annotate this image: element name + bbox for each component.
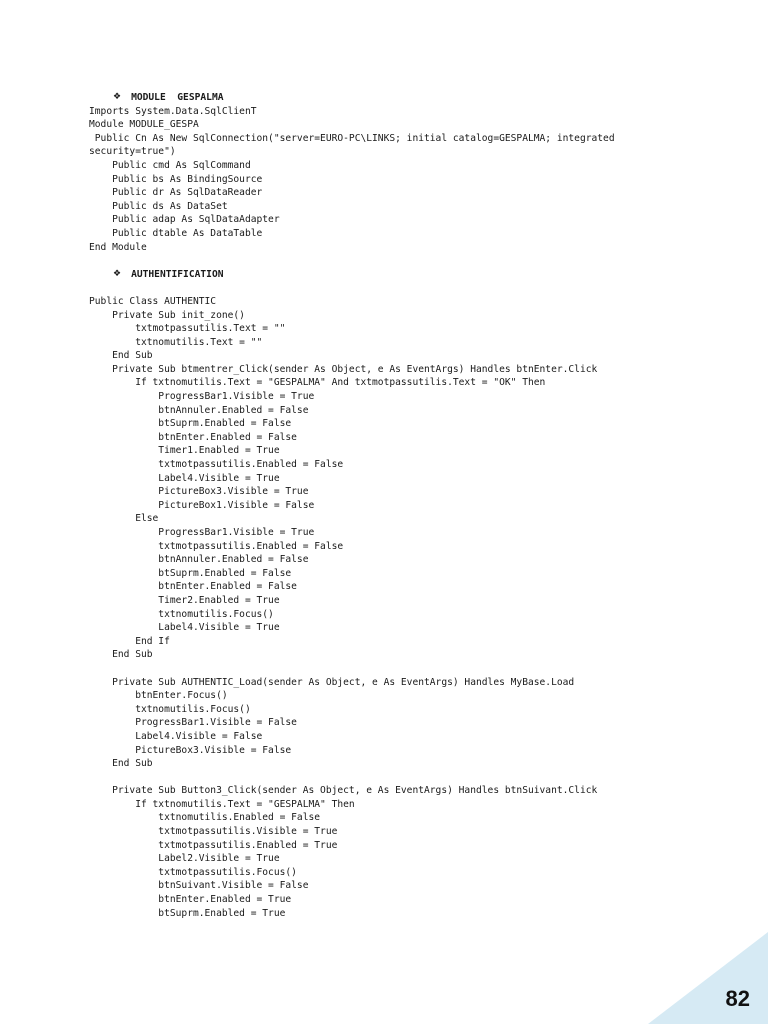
- code-line: Public bs As BindingSource: [89, 173, 263, 185]
- code-line: btSuprm.Enabled = True: [89, 907, 286, 919]
- code-line: ProgressBar1.Visible = True: [89, 527, 315, 538]
- code-line: btnEnter.Enabled = False: [89, 431, 297, 443]
- code-line: ProgressBar1.Visible = True: [89, 391, 315, 403]
- code-line: Public ds As DataSet: [89, 200, 228, 212]
- code-line: Label4.Visible = True: [89, 622, 280, 634]
- code-line: btSuprm.Enabled = False: [89, 418, 292, 430]
- code-line: Public dr As SqlDataReader: [89, 187, 263, 199]
- code-line: [89, 254, 749, 268]
- code-line: Module MODULE_GESPA: [89, 119, 199, 131]
- code-line: If txtnomutilis.Text = "GESPALMA" And txtmotpassutilis.Text = "OK" Then: [89, 377, 546, 389]
- code-line: btnEnter.Enabled = True: [89, 894, 292, 906]
- section-heading-text: AUTHENTIFICATION: [131, 268, 224, 280]
- code-line: Private Sub btmentrer_Click(sender As Object, e As EventArgs) Handles btnEnter.Click: [89, 363, 598, 375]
- code-line: [89, 281, 749, 295]
- code-line: btnEnter.Enabled = False: [89, 581, 297, 593]
- code-line: txtnomutilis.Text = "": [89, 336, 263, 348]
- code-listing: [89, 91, 749, 920]
- code-line: txtmotpassutilis.Enabled = False: [89, 459, 344, 471]
- code-line: btSuprm.Enabled = False: [89, 567, 292, 579]
- code-line: Private Sub Button3_Click(sender As Object, e As EventArgs) Handles btnSuivant.Click: [89, 785, 598, 797]
- code-line: If txtnomutilis.Text = "GESPALMA" Then: [89, 798, 355, 810]
- code-line: txtmotpassutilis.Text = "": [89, 323, 286, 335]
- code-line: txtmotpassutilis.Enabled = False: [89, 540, 344, 552]
- code-line: txtnomutilis.Focus(): [89, 703, 251, 715]
- code-line: End If: [89, 635, 170, 647]
- code-line: Public adap As SqlDataAdapter: [89, 214, 280, 226]
- code-line: [89, 771, 749, 785]
- code-line: End Sub: [89, 649, 153, 661]
- section-heading: [89, 91, 749, 105]
- code-line: Imports System.Data.SqlClienT: [89, 105, 257, 117]
- page-number: 82: [725, 986, 750, 1011]
- diamond-bullet-icon: ❖: [113, 268, 122, 279]
- code-line: btnEnter.Focus(): [89, 690, 228, 702]
- code-line: PictureBox3.Visible = True: [89, 486, 309, 498]
- code-line: txtnomutilis.Focus(): [89, 608, 274, 620]
- code-line: btnAnnuler.Enabled = False: [89, 554, 309, 566]
- code-line: ProgressBar1.Visible = False: [89, 717, 297, 729]
- code-line: Public Class AUTHENTIC: [89, 295, 217, 307]
- code-line: PictureBox3.Visible = False: [89, 744, 292, 756]
- code-line: Public Cn As New SqlConnection("server=EURO-PC\LINKS; initial catalog=GESPALMA; integrated: [89, 132, 615, 144]
- code-line: btnAnnuler.Enabled = False: [89, 404, 309, 416]
- code-line: Timer2.Enabled = True: [89, 594, 280, 606]
- code-line: PictureBox1.Visible = False: [89, 499, 315, 511]
- code-line: Label4.Visible = False: [89, 730, 263, 742]
- section-heading-text: MODULE GESPALMA: [131, 92, 224, 103]
- code-line: txtnomutilis.Enabled = False: [89, 812, 321, 824]
- code-line: txtmotpassutilis.Focus(): [89, 866, 297, 878]
- section-heading: [89, 268, 749, 282]
- code-line: End Module: [89, 241, 147, 253]
- code-line: btnSuivant.Visible = False: [89, 880, 309, 892]
- code-line: Timer1.Enabled = True: [89, 445, 280, 457]
- code-line: End Sub: [89, 350, 153, 362]
- code-line: Public cmd As SqlCommand: [89, 159, 251, 171]
- corner-decoration: [648, 932, 768, 1024]
- code-line: Private Sub init_zone(): [89, 309, 245, 321]
- code-line: txtmotpassutilis.Enabled = True: [89, 839, 338, 851]
- code-line: Label4.Visible = True: [89, 472, 280, 484]
- code-line: Label2.Visible = True: [89, 853, 280, 865]
- code-line: [89, 662, 749, 676]
- code-line: Public dtable As DataTable: [89, 227, 263, 239]
- diamond-bullet-icon: ❖: [113, 92, 122, 102]
- code-line: security=true"): [89, 146, 176, 158]
- code-line: txtmotpassutilis.Visible = True: [89, 826, 338, 838]
- code-line: Private Sub AUTHENTIC_Load(sender As Object, e As EventArgs) Handles MyBase.Load: [89, 676, 575, 688]
- code-line: End Sub: [89, 758, 153, 770]
- code-line: Else: [89, 513, 159, 525]
